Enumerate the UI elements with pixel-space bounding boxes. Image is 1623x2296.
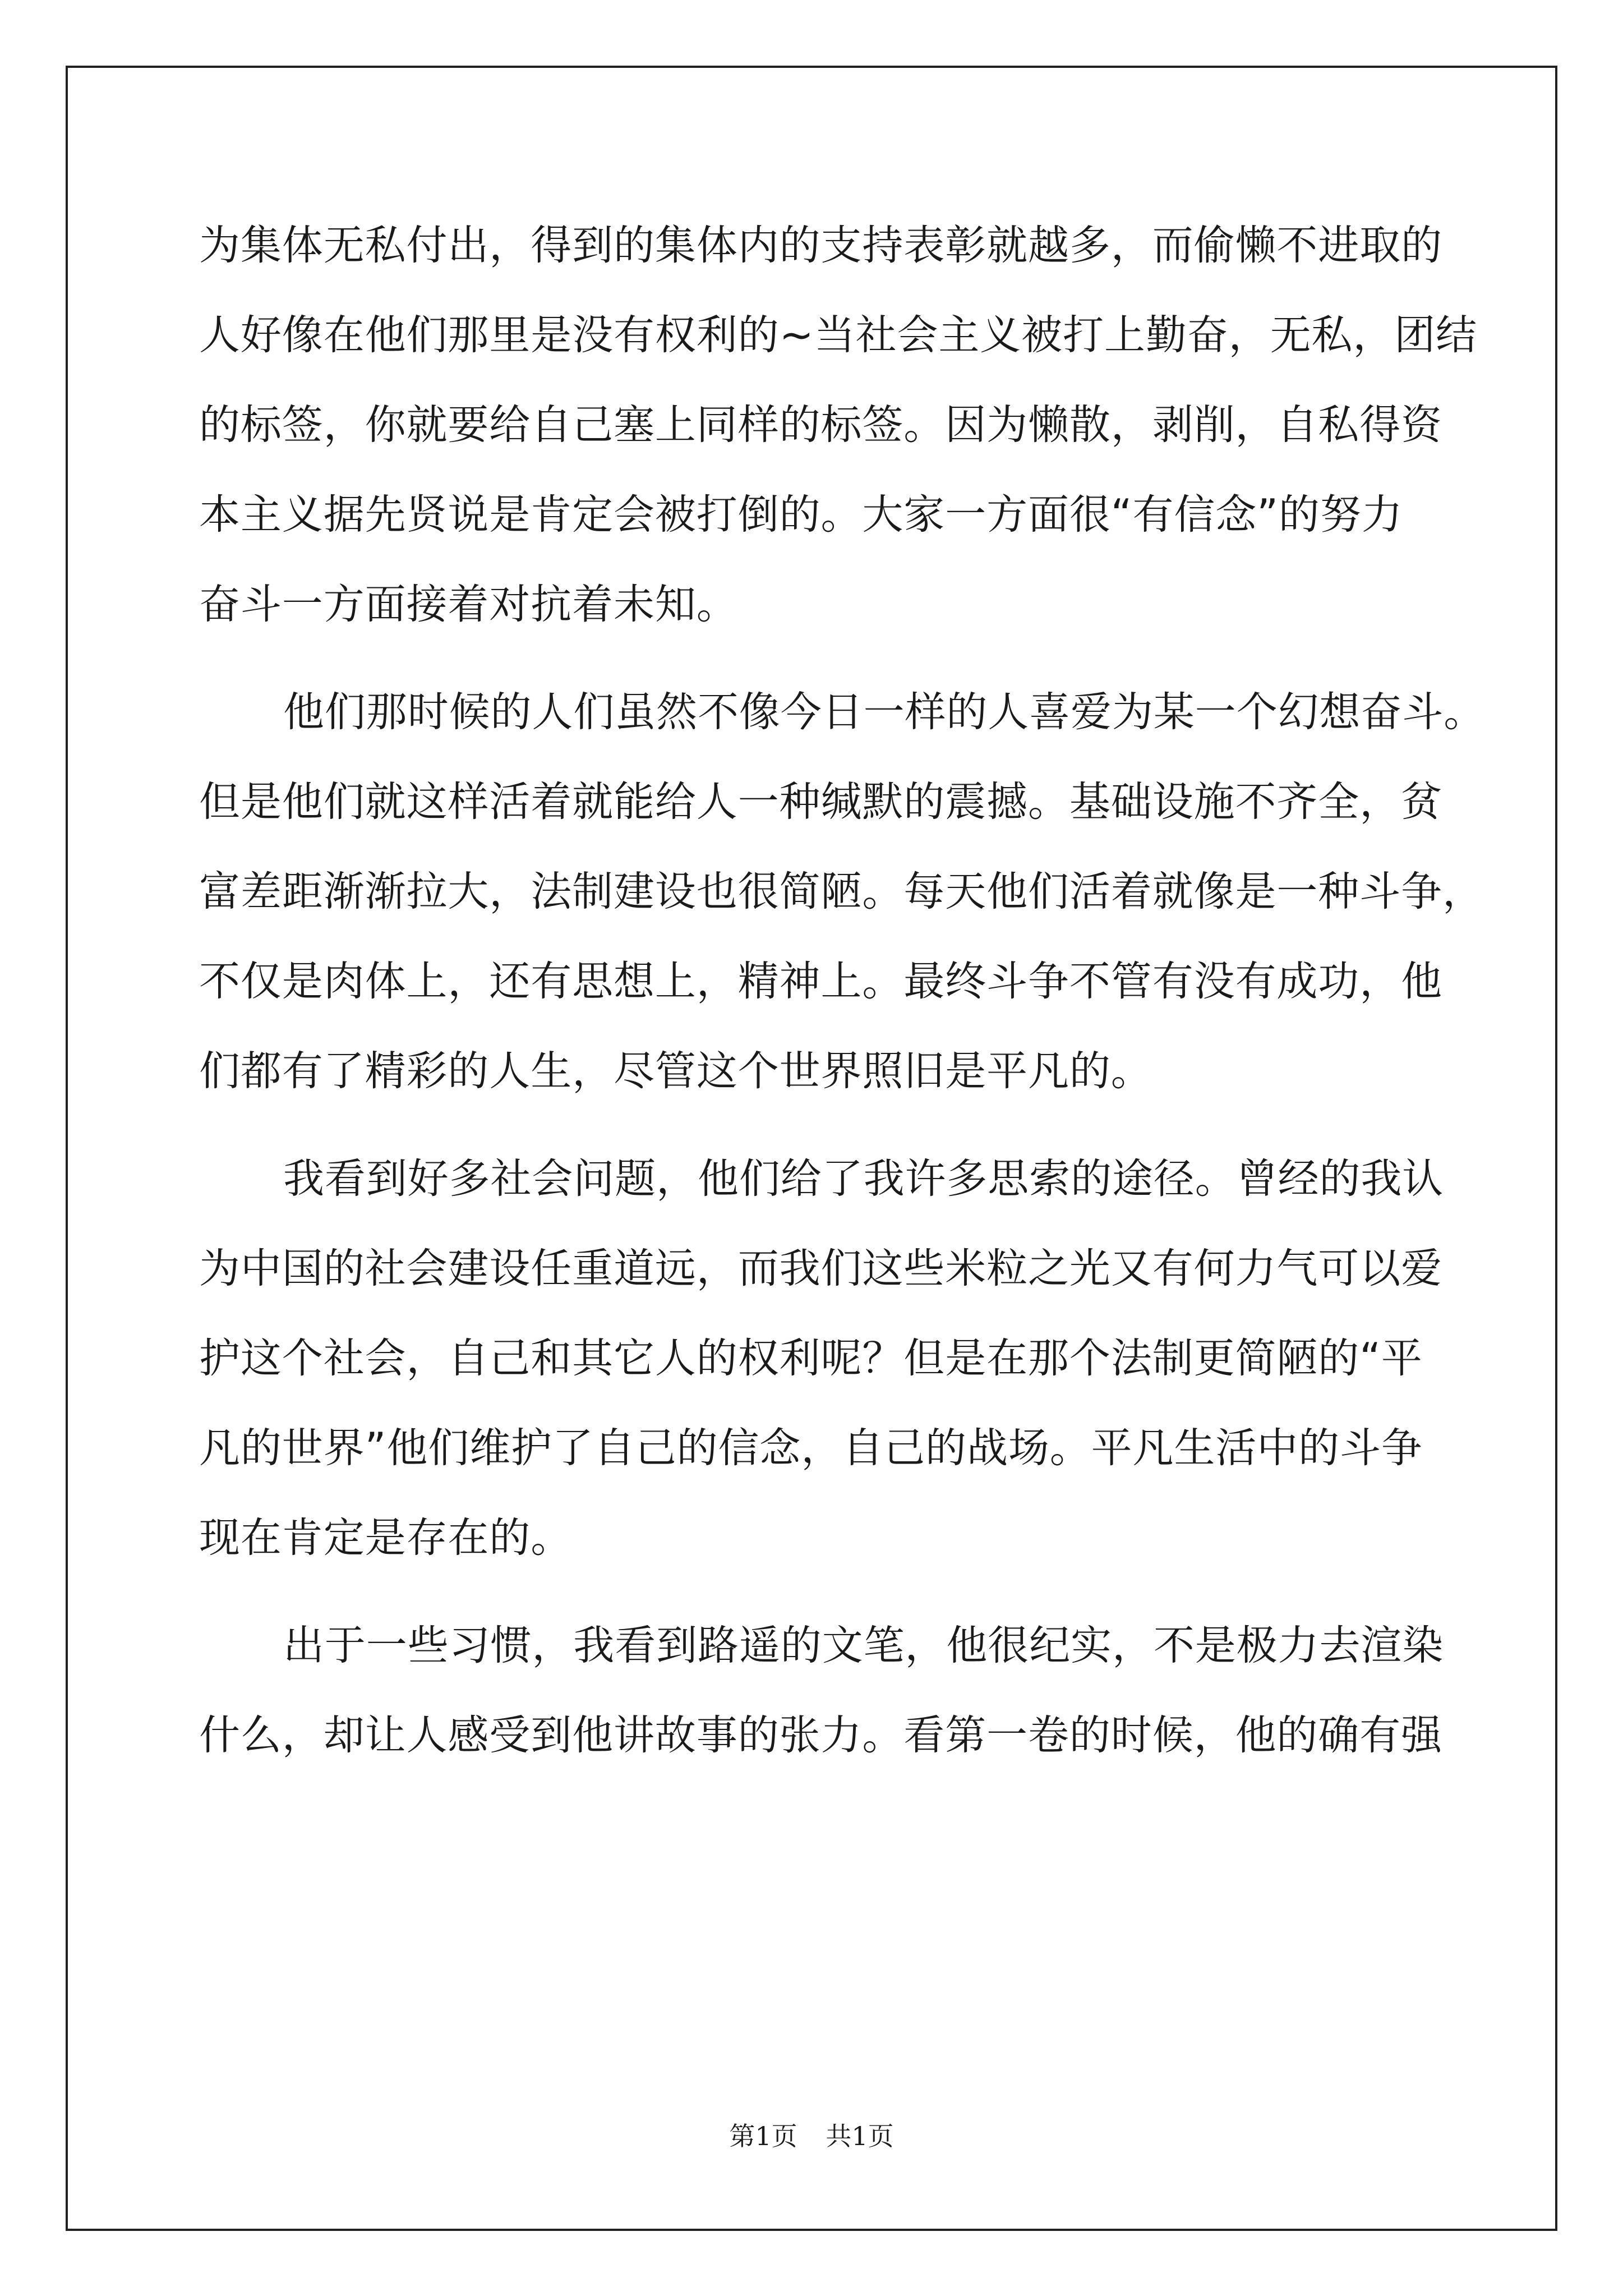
text-line: 奋斗一方面接着对抗着未知。 (199, 581, 738, 628)
text-line: 凡的世界”他们维护了自己的信念，自己的战场。平凡生活中的斗争 (199, 1424, 1423, 1472)
text-line: 为中国的社会建设任重道远，而我们这些米粒之光又有何力气可以爱 (199, 1245, 1442, 1292)
text-line: 但是他们就这样活着就能给人一种缄默的震撼。基础设施不齐全，贫 (199, 778, 1442, 826)
paragraph-3 (199, 1134, 1444, 1583)
text-line: 他们那时候的人们虽然不像今日一样的人喜爱为某一个幻想奋斗。 (283, 688, 1486, 736)
text-line: 的标签，你就要给自己塞上同样的标签。因为懒散，剥削，自私得资 (199, 401, 1442, 449)
paragraph-2 (199, 668, 1486, 1116)
text-line: 出于一些习惯，我看到路遥的文笔，他很纪实，不是极力去渲染 (283, 1622, 1444, 1669)
text-line: 护这个社会，自己和其它人的权利呢？但是在那个法制更简陋的“平 (199, 1335, 1423, 1382)
page-number: 第1页 (729, 2121, 797, 2151)
text-line: 为集体无私付出，得到的集体内的支持表彰就越多，而偷懒不进取的 (199, 222, 1442, 269)
text-line: 我看到好多社会问题，他们给了我许多思索的途径。曾经的我认 (283, 1155, 1444, 1203)
text-line: 们都有了精彩的人生，尽管这个世界照旧是平凡的。 (199, 1047, 1152, 1095)
paragraph-1 (199, 201, 1478, 650)
text-line: 人好像在他们那里是没有权利的~当社会主义被打上勤奋，无私，团结 (199, 311, 1478, 359)
text-line: 现在肯定是存在的。 (199, 1514, 573, 1562)
document-body (199, 201, 1486, 1780)
page-footer (0, 2116, 1623, 2153)
text-line: 什么，却让人感受到他讲故事的张力。看第一卷的时候，他的确有强 (199, 1711, 1442, 1759)
text-line: 富差距渐渐拉大，法制建设也很简陋。每天他们活着就像是一种斗争， (199, 868, 1484, 915)
page-total: 共1页 (826, 2121, 894, 2151)
text-line: 不仅是肉体上，还有思想上，精神上。最终斗争不管有没有成功，他 (199, 958, 1442, 1005)
text-line: 本主义据先贤说是肯定会被打倒的。大家一方面很“有信念”的努力 (199, 491, 1403, 539)
paragraph-4 (199, 1601, 1444, 1780)
